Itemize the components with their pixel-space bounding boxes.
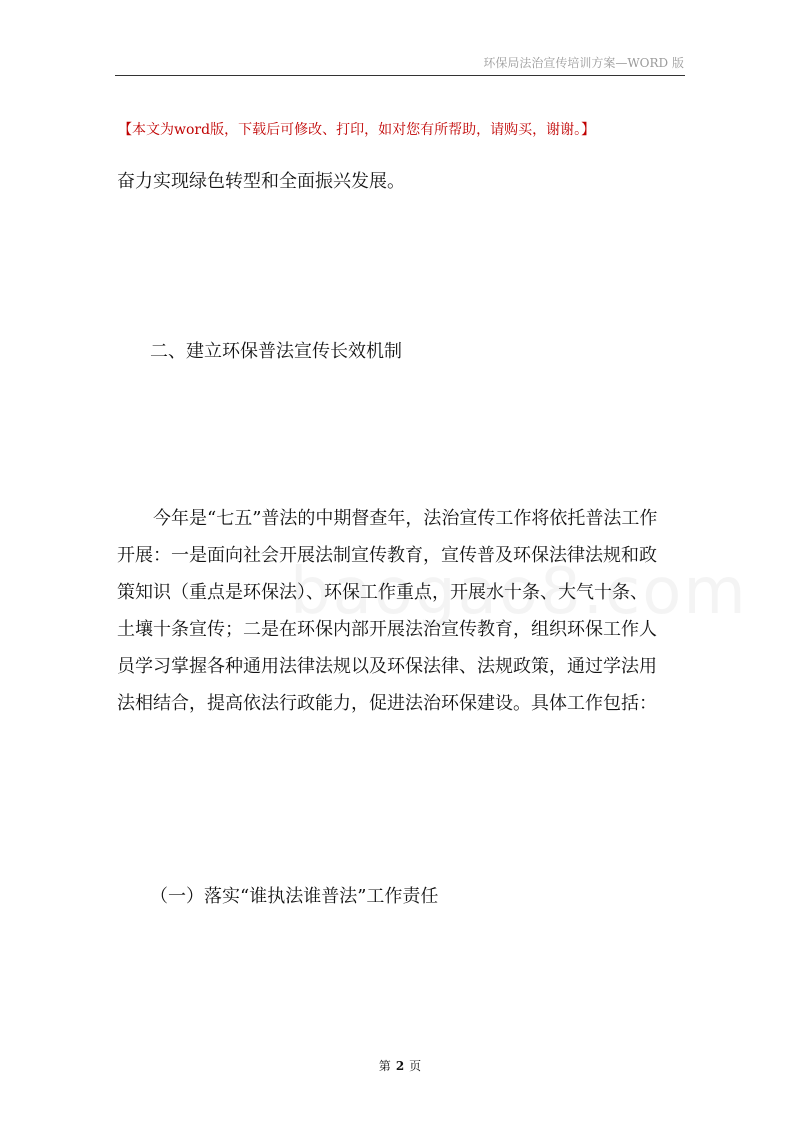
- subheading: （一）落实“谁执法谁普法”工作责任: [150, 886, 439, 907]
- header-title: 环保局法治宣传培训方案—WORD 版: [483, 56, 684, 70]
- paragraph-line-6: 法相结合，提高依法行政能力，促进法治环保建设。具体工作包括：: [117, 693, 657, 714]
- header-divider: [115, 75, 685, 76]
- paragraph-line-2: 开展：一是面向社会开展法制宣传教育，宣传普及环保法律法规和政: [117, 545, 657, 566]
- continuation-line: 奋力实现绿色转型和全面振兴发展。: [117, 171, 405, 192]
- page-number: 2: [395, 1059, 405, 1073]
- section-heading: 二、建立环保普法宣传长效机制: [150, 341, 402, 362]
- paragraph-line-1: 今年是“七五”普法的中期督查年，法治宣传工作将依托普法工作: [153, 508, 658, 529]
- page-footer: [300, 1058, 500, 1074]
- paragraph-line-5: 员学习掌握各种通用法律法规以及环保法律、法规政策，通过学法用: [117, 656, 657, 677]
- footer-suffix: 页: [409, 1059, 422, 1073]
- paragraph-line-3: 策知识（重点是环保法）、环保工作重点，开展水十条、大气十条、: [117, 582, 648, 603]
- download-notice: 【本文为word版，下载后可修改、打印，如对您有所帮助，请购买，谢谢。】: [118, 122, 596, 138]
- paragraph-line-4: 土壤十条宣传；二是在环保内部开展法治宣传教育，组织环保工作人: [117, 619, 657, 640]
- footer-prefix: 第: [378, 1059, 391, 1073]
